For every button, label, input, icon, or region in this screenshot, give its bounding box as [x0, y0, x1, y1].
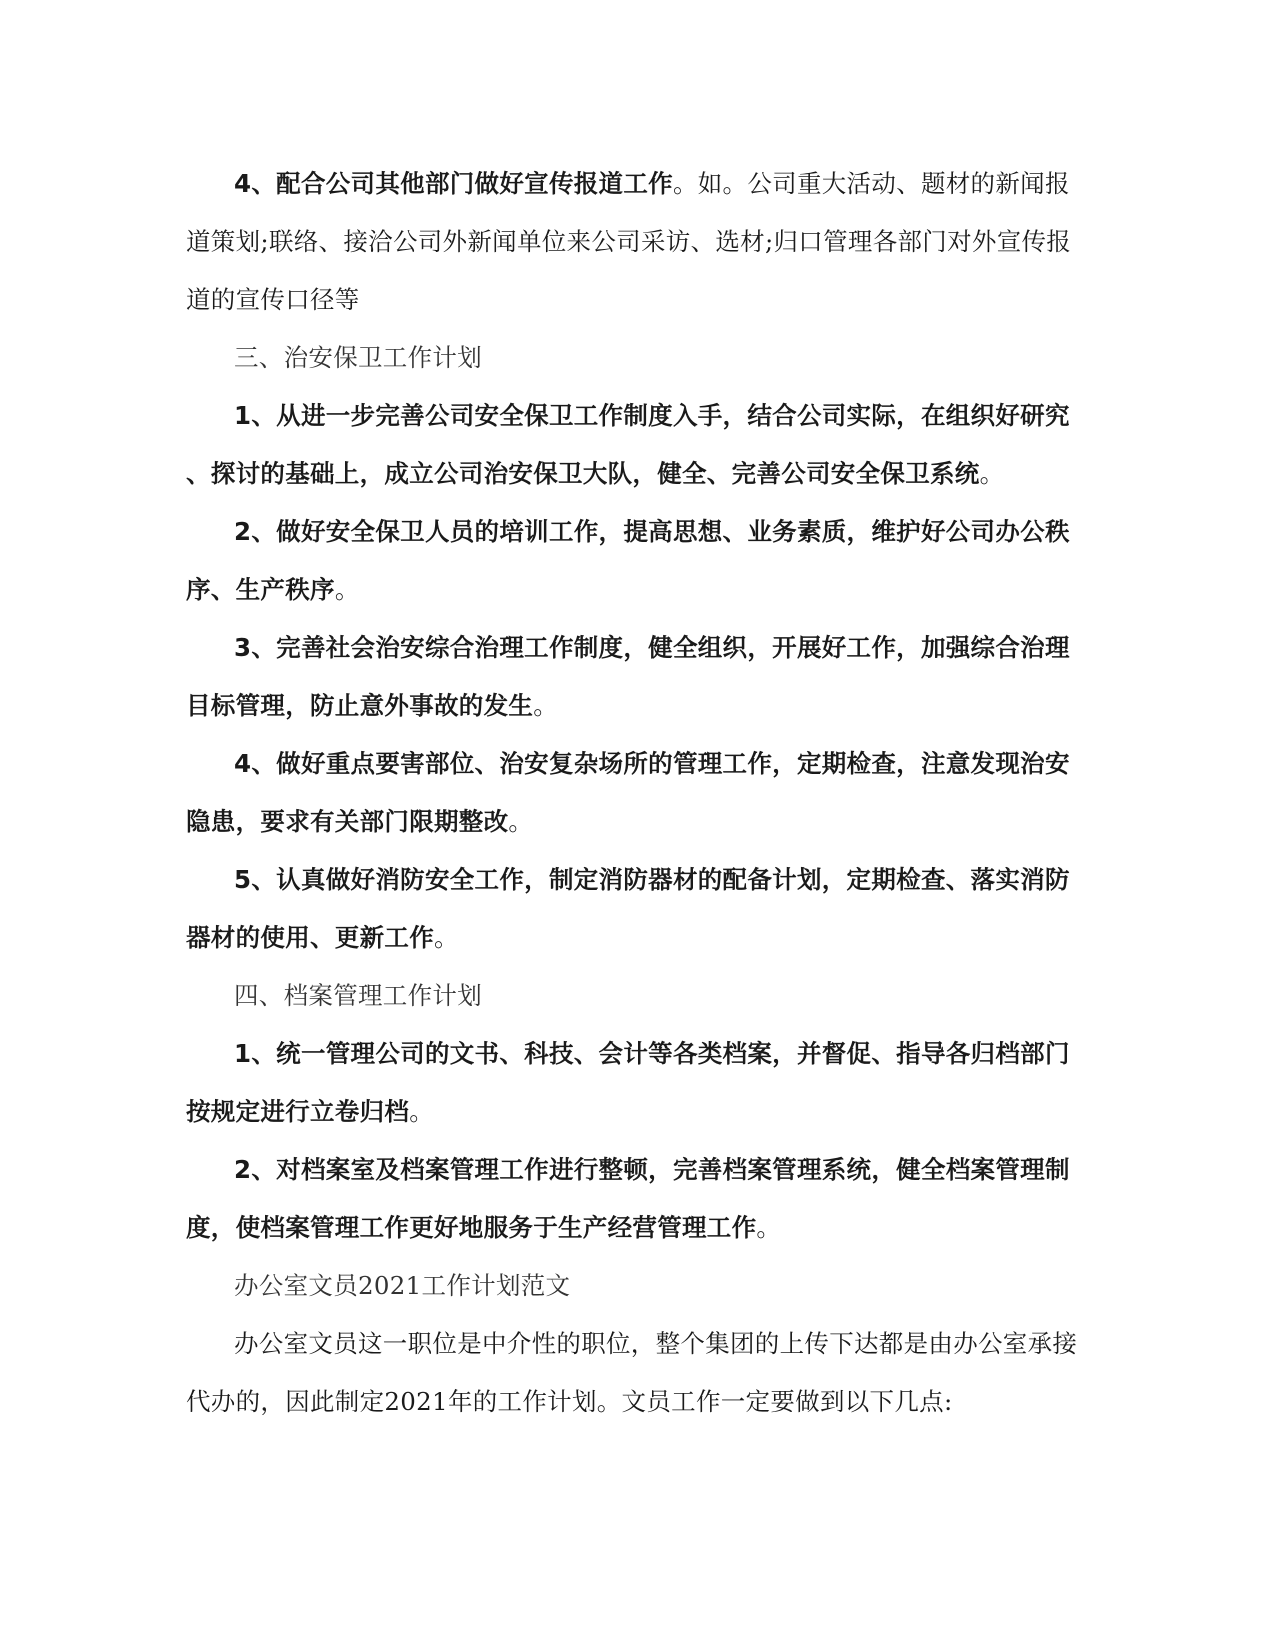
paragraph-publicity-bold: 4、配合公司其他部门做好宣传报道工作: [234, 169, 673, 198]
paragraph-publicity-line-1: [186, 155, 1086, 213]
security-item-1-tail: 。: [979, 459, 1005, 488]
security-item-2-line-1: 2、做好安全保卫人员的培训工作，提高思想、业务素质，维护好公司办公秩: [234, 517, 1070, 546]
security-item-1-line-1: 1、从进一步完善公司安全保卫工作制度入手，结合公司实际，在组织好研究: [234, 401, 1070, 430]
archives-item-2-tail: 。: [756, 1213, 782, 1242]
section-heading-security: 三、治安保卫工作计划: [234, 343, 482, 372]
archives-item-2-line-2: [186, 1199, 1086, 1257]
archives-item-1-line-2: [186, 1083, 1086, 1141]
security-item-5-line-1: 5、认真做好消防安全工作，制定消防器材的配备计划，定期检查、落实消防: [234, 865, 1070, 894]
archives-item-2-text: 度，使档案管理工作更好地服务于生产经营管理工作: [186, 1213, 757, 1242]
security-item-3-tail: 。: [533, 691, 559, 720]
paragraph-publicity-line-2: 道策划;联络、接洽公司外新闻单位来公司采访、选材;归口管理各部门对外宣传报: [186, 227, 1072, 256]
security-item-5-text: 器材的使用、更新工作: [186, 923, 434, 952]
archives-item-1-text: 按规定进行立卷归档: [186, 1097, 410, 1126]
document-subtitle: 办公室文员2021工作计划范文: [234, 1271, 571, 1300]
archives-item-1-tail: 。: [409, 1097, 435, 1126]
paragraph-publicity-line-3: 道的宣传口径等: [186, 285, 360, 314]
security-item-3-line-2: [186, 677, 1086, 735]
security-item-3-text: 目标管理，防止意外事故的发生: [186, 691, 534, 720]
security-item-5-line-2: [186, 909, 1086, 967]
security-item-4-line-1: 4、做好重点要害部位、治安复杂场所的管理工作，定期检查，注意发现治安: [234, 749, 1070, 778]
section-heading-archives: 四、档案管理工作计划: [234, 981, 482, 1010]
security-item-3-line-1: 3、完善社会治安综合治理工作制度，健全组织，开展好工作，加强综合治理: [234, 633, 1070, 662]
security-item-1-line-2: [186, 445, 1086, 503]
intro-line-1: 办公室文员这一职位是中介性的职位，整个集团的上传下达都是由办公室承接: [234, 1329, 1078, 1358]
security-item-2-text: 序、生产秩序: [186, 575, 335, 604]
intro-line-2: 代办的，因此制定2021年的工作计划。文员工作一定要做到以下几点:: [186, 1387, 953, 1416]
security-item-1-text: 、探讨的基础上，成立公司治安保卫大队，健全、完善公司安全保卫系统: [186, 459, 980, 488]
paragraph-publicity-normal: 。如。公司重大活动、题材的新闻报: [672, 169, 1070, 198]
security-item-4-line-2: [186, 793, 1086, 851]
security-item-2-line-2: [186, 561, 1086, 619]
archives-item-2-line-1: 2、对档案室及档案管理工作进行整顿，完善档案管理系统，健全档案管理制: [234, 1155, 1070, 1184]
security-item-2-tail: 。: [334, 575, 360, 604]
security-item-5-tail: 。: [434, 923, 459, 952]
security-item-4-tail: 。: [508, 807, 534, 836]
document-body: [186, 155, 1086, 1431]
security-item-4-text: 隐患，要求有关部门限期整改: [186, 807, 509, 836]
archives-item-1-line-1: 1、统一管理公司的文书、科技、会计等各类档案，并督促、指导各归档部门: [234, 1039, 1070, 1068]
